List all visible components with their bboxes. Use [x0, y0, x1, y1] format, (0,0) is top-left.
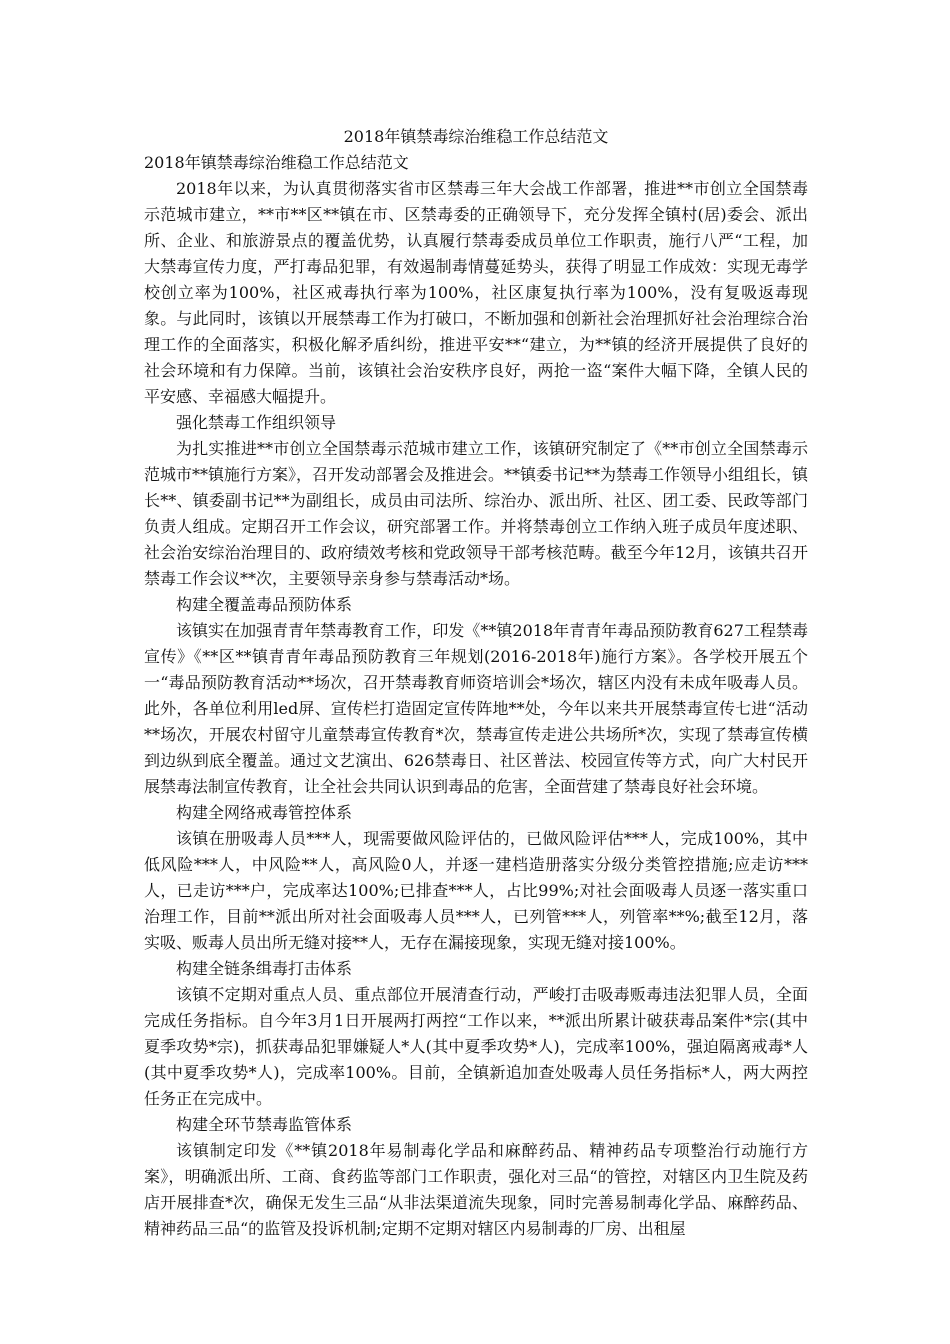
section-heading: 构建全链条缉毒打击体系 [176, 959, 353, 978]
section-heading: 构建全环节禁毒监管体系 [176, 1115, 353, 1134]
document-title: 2018年镇禁毒综治维稳工作总结范文 [343, 127, 609, 146]
section-paragraph: 该镇不定期对重点人员、重点部位开展清查行动，严峻打击吸毒贩毒违法犯罪人员，全面完成任务指标。自今年3月1日开展两打两控“工作以来，**派出所累计破获毒品案件*宗(其中夏季攻势*宗)，抓获毒品犯罪嫌疑人*人(其中夏季攻势*人)，完成率100%，强迫隔离戒毒*人(其中夏季攻势*人)，完成率100%。目前，全镇新追加查处吸毒人员任务指标*人，两大两控任务正在完成中。 [144, 985, 808, 1108]
section-paragraph: 该镇在册吸毒人员***人，现需要做风险评估的，已做风险评估***人，完成100%，其中低风险***人，中风险**人，高风险0人，并逐一建档造册落实分级分类管控措施;应走访***人，已走访***户，完成率达100%;已排查***人，占比99%;对社会面吸毒人员逐一落实重口治理工作，目前**派出所对社会面吸毒人员***人，已列管***人，列管率**%;截至12月，落实吸、贩毒人员出所无缝对接**人，无存在漏接现象，实现无缝对接100%。 [144, 829, 808, 952]
document-subtitle: 2018年镇禁毒综治维稳工作总结范文 [144, 153, 409, 172]
intro-paragraph: 2018年以来，为认真贯彻落实省市区禁毒三年大会战工作部署，推进**市创立全国禁毒示范城市建立，**市**区**镇在市、区禁毒委的正确领导下，充分发挥全镇村(居)委会、派出所、企业、和旅游景点的覆盖优势，认真履行禁毒委成员单位工作职责，施行八严“工程，加大禁毒宣传力度，严打毒品犯罪，有效遏制毒情蔓延势头，获得了明显工作成效：实现无毒学校创立率为100%，社区戒毒执行率为100%，社区康复执行率为100%，没有复吸返毒现象。与此同时，该镇以开展禁毒工作为打破口，不断加强和创新社会治理抓好社会治理综合治理工作的全面落实，积极化解矛盾纠纷，推进平安**“建立，为**镇的经济开展提供了良好的社会环境和有力保障。当前，该镇社会治安秩序良好，两抢一盗“案件大幅下降，全镇人民的平安感、幸福感大幅提升。 [144, 179, 808, 406]
section-paragraph: 该镇制定印发《**镇2018年易制毒化学品和麻醉药品、精神药品专项整治行动施行方案》，明确派出所、工商、食药监等部门工作职责，强化对三品“的管控，对辖区内卫生院及药店开展排查*次，确保无发生三品“从非法渠道流失现象，同时完善易制毒化学品、麻醉药品、精神药品三品“的监管及投诉机制;定期不定期对辖区内易制毒的厂房、出租屋 [144, 1141, 808, 1238]
document-page [144, 124, 808, 1242]
section-heading: 构建全覆盖毒品预防体系 [176, 595, 353, 614]
section-paragraph: 该镇实在加强青青年禁毒教育工作，印发《**镇2018年青青年毒品预防教育627工程禁毒宣传》《**区**镇青青年毒品预防教育三年规划(2016-2018年)施行方案》。各学校开展五个一“毒品预防教育活动**场次，召开禁毒教育师资培训会*场次，辖区内没有未成年吸毒人员。此外，各单位利用led屏、宣传栏打造固定宣传阵地**处，今年以来共开展禁毒宣传七进“活动**场次，开展农村留守儿童禁毒宣传教育*次，禁毒宣传走进公共场所*次，实现了禁毒宣传横到边纵到底全覆盖。通过文艺演出、626禁毒日、社区普法、校园宣传等方式，向广大村民开展禁毒法制宣传教育，让全社会共同认识到毒品的危害，全面营建了禁毒良好社会环境。 [144, 621, 808, 796]
section-heading: 构建全网络戒毒管控体系 [176, 803, 353, 822]
section-paragraph: 为扎实推进**市创立全国禁毒示范城市建立工作，该镇研究制定了《**市创立全国禁毒示范城市**镇施行方案》，召开发动部署会及推进会。**镇委书记**为禁毒工作领导小组组长，镇长**、镇委副书记**为副组长，成员由司法所、综治办、派出所、社区、团工委、民政等部门负责人组成。定期召开工作会议，研究部署工作。并将禁毒创立工作纳入班子成员年度述职、社会治安综治治理目的、政府绩效考核和党政领导干部考核范畴。截至今年12月，该镇共召开禁毒工作会议**次，主要领导亲身参与禁毒活动*场。 [144, 439, 809, 588]
section-heading: 强化禁毒工作组织领导 [176, 413, 337, 432]
